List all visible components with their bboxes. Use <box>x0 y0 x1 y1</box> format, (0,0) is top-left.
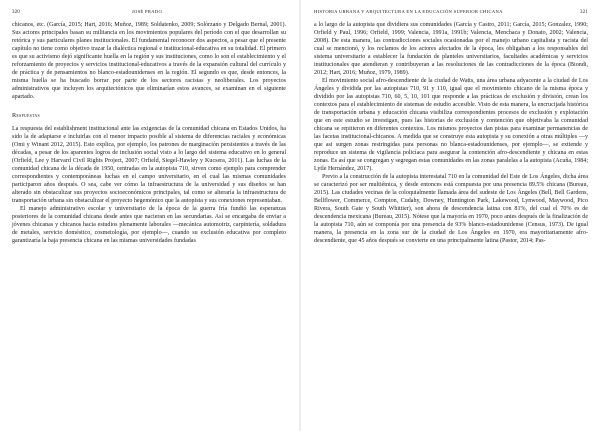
left-paragraph: La respuesta del establishment institucional ante las exigencias de la comunidad chicana en Estados Unidos, ha sido la de adaptarse e incluirlas con el menor impacto posible al sistema de diferencias raciales y económicas (Omi y Winant 2012, 2015). Esto explica, por ejemplo, los patrones de marginación persistentes a través de las décadas, a pesar de los aparentes logros de inclusión social visto a lo largo del sistema educativo en lo general (Orfield, Lee y Harvard Civil Rights Project, 2007; Orfield, Siegel-Hawley y Kucsera, 2011). Las luchas de la comunidad chicana de la década de 1950, centradas en la autopista 710, sirven como ejemplo para comprender correspondientes y contemporáneas luchas en el campo universitario, en el cual las mismas comunidades participaron años después. O sea, cabe ver cómo la infraestructura de la universidad y sus diseños se han alterado sin obstaculizar sus proyectos socioeconómicos principales, tal como se alteraría la infraestructura de transportación urbana sin obstaculizar el proyecto hegemónico que la autopista y sus conexiones representaban. <box>12 126 286 205</box>
right-paragraph: Previo a la construcción de la autopista interestatal 710 en la comunidad del Este de Los Ángeles, dicha área se caracterizó por ser multiétnica, y desde entonces está compuesta por una presencia 89.5% chicana (Bureau, 2015). Las ciudades vecinas de la coloquialmente llamada área del sudeste de Los Ángeles (Bell, Bell Gardens, Bellflower, Commerce, Compton, Cudahy, Downey, Huntington Park, Lakewood, Lynwood, Maywood, Pico Rivera, South Gate y South Whittier), son ahora de descendencia latina con 81%, del cual el 70% es de descendencia mexicana (Bureau, 2015). Nótese que la mayoría en 1970, poco antes después de la finalización de la autopista 710, aún se componía por una presencia de 93% blanco-estadounidense (Census, 1973). De igual manera, la presencia en la zona sur de la ciudad de Los Ángeles en 1970, era mayoritariamente afro-descendiente, que 45 años después se convierte en una principalmente latina (Pastor, 2014; Pas- <box>314 174 588 245</box>
right-paragraph: a lo largo de la autopista que dividiera sus comunidades (García y Castro, 2011; García, 2015; Gonzalez, 1990; Orfield y Paul, 1996; Orfield, 1999; Valencia, 1991a, 1991b; Valencia, Menchaca y Donato, 2002; Valencia, 2008). De esta manera, las contradicciones sociales ocasionadas por el manejo urbano capitalista y racista del cual se mencionó, y los reclamos de los actores afectados de la época, les obligaban a los responsables del sistema universitario a establecer la fundación de planteles universitarios, facultades académicas y servicios institucionales que atendieran y contribuyeran a las resoluciones de las contradicciones de la época (Biondi, 2012; Hart, 2016; Muñoz, 1979, 1989). <box>314 22 588 77</box>
right-running-head-title: HISTORIA URBANA Y ARQUITECTURA EN LA EDUCACIÓN SUPERIOR CHICANA <box>314 9 503 14</box>
left-body-text <box>12 21 286 245</box>
section-heading: Respuestas <box>12 112 40 120</box>
right-paragraph: El movimiento social afro-descendiente de la ciudad de Watts, una área urbana adyacente a la ciudad de Los Ángeles y dividida por las autopistas 710, 91 y 110, igual que el movimiento chicano de la misma época y dividido por las autopistas 710, 60, 5, 10, 101 que responde a las prácticas de exclusión y división, crean los contextos para el establecimiento de sistemas de estudio accesible. Visto de esta manera, la encrucijada histórica de transportación urbana y educación chicana visibiliza correspondientes procesos de exclusión y explotación que en este estudio se investigan, pues las historias de exclusión y contención que objetivaba la comunidad chicana se repitieron en diferentes contextos. Los mismos proyectos dan pistas para examinar permanencias de las facetas institucional-chicanos. A medida que se construye esta autopista y su conexión a otras múltiples —y que asi surgen zonas restringidas para personas no blanca-estadounidenses, por ejemplo—, se extiende y reproduce un sistema de vigilancia policíaca para asegurar la contención afro-descendiente y chicana en estas zonas. Es así que se congregan y segregan estas comunidades en las zonas paralelas a la autopista (Acuña, 1984; Lytle Hernández, 2017). <box>314 78 588 173</box>
right-running-head <box>314 9 588 18</box>
left-paragraph: El manejo administrativo escolar y universitario de la época de la guerra fría fundió las esperanzas posteriores de la comunidad chicana desde antes que nacieran en las secundarias. Así se encargaba de enviar a jóvenes chicanas y chicanos hacia estudios plenamente laborales —mecánica automotriz, carpintería, soldadura de metales, servicio doméstico, cosmetología, por ejemplo—, cuando su exclusión educativa por completo garantizaría la baja presencia chicana en las mismas universidades fundadas <box>12 206 286 245</box>
left-running-head-title: JOSÉ PRADO <box>131 9 163 14</box>
right-body-text <box>314 21 588 245</box>
left-running-head <box>12 9 286 18</box>
left-page-number: 320 <box>12 10 20 15</box>
right-page-number: 321 <box>580 10 588 15</box>
right-page <box>300 0 600 431</box>
left-paragraph: chicanos, etc. (García, 2015; Hart, 2016; Muñoz, 1989; Soldatenko, 2009; Solórzano y Delgado Bernal, 2001). Sus actores principales basan su militancia en los movimientos populares del período con el que desarrollan su retórica y sus particulares planes institucionales. El fundamental reconocer dos aspectos, a pesar que el presente capítulo no tiene como objetivo trazar la dialéctica regional e institucional-educativa en su totalidad. El primero es que su activismo dejó significante huella en la región y sus instituciones, como lo son el establecimiento y el reforzamiento de proyectos y servicios institucional-educativos a través de la expansión cultural del currículo y de práctica y de pensamientos no blanco-estadounidenses en la región. El segundo es que, desde entonces, la misma huella se ha buscado borrar por parte de los sectores racistas y neoliberales. Los proyectos administrativos que incluyen los arquitectónicos que eliminarían estos avances, se examinan en el siguiente apartado. <box>12 22 286 101</box>
